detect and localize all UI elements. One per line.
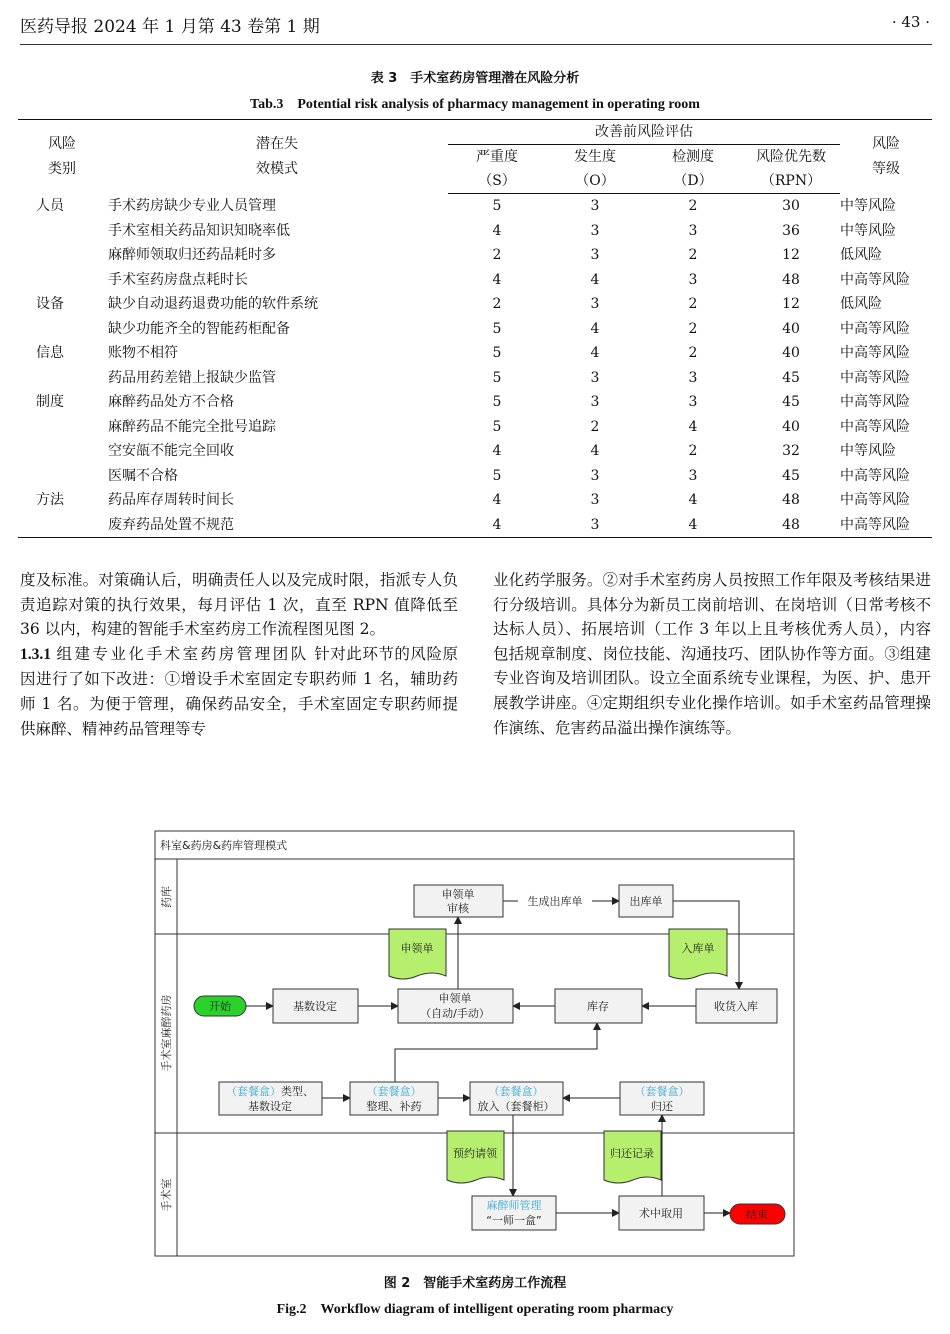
svg-text:申领单: 申领单	[400, 942, 434, 955]
inbound-document	[669, 929, 727, 979]
svg-text:入库单: 入库单	[681, 942, 715, 955]
cell-detection: 4	[644, 513, 742, 538]
figure-caption-en: Fig.2 Workflow diagram of intelligent operating room pharmacy	[276, 1302, 674, 1317]
cell-rpn: 12	[782, 296, 800, 312]
cell-level: 中等风险	[840, 443, 896, 459]
cell-level: 中高等风险	[840, 394, 910, 410]
cell-severity: 4	[492, 222, 502, 239]
cell-detection: 2	[688, 247, 698, 263]
cell-occurrence: 4	[590, 271, 600, 288]
header-category: 风险 类别	[18, 120, 106, 194]
cell-rpn: 45	[782, 369, 800, 386]
cell-detection: 2	[688, 296, 698, 312]
cell-occurrence: 3	[590, 222, 600, 239]
cell-rpn: 40	[782, 320, 800, 337]
cell-level: 中高等风险	[840, 271, 910, 288]
cell-detection: 2	[688, 198, 698, 214]
cell-failure-mode: 麻醉师领取归还药品耗时多	[108, 247, 276, 263]
svg-text:出库单: 出库单	[629, 895, 663, 908]
req-review-box	[414, 885, 503, 917]
cell-failure-mode: 空安瓿不能完全回收	[108, 443, 234, 459]
cell-occurrence: 3	[590, 467, 600, 484]
cell-severity: 5	[492, 345, 502, 361]
lane-label-or-pharmacy: 手术室麻醉药房	[160, 994, 173, 1072]
svg-text:（套餐盒）类型、: （套餐盒）类型、	[226, 1085, 314, 1098]
cell-detection: 2	[688, 320, 698, 337]
cell-severity: 4	[492, 443, 502, 459]
svg-text:基数设定: 基数设定	[248, 1100, 292, 1113]
cell-failure-mode: 药品用药差错上报缺少监管	[108, 369, 276, 386]
svg-text:术中取用: 术中取用	[639, 1207, 683, 1220]
cell-failure-mode: 缺少自动退药退费功能的软件系统	[108, 296, 318, 312]
cell-rpn: 40	[782, 345, 800, 361]
svg-text:归还: 归还	[651, 1100, 673, 1113]
cell-rpn: 32	[782, 443, 800, 459]
section-number: 1.3.1	[20, 645, 51, 663]
svg-text:申领单: 申领单	[441, 888, 475, 901]
diagram-title: 科室&药房&药库管理模式	[160, 839, 288, 852]
cell-rpn: 12	[782, 247, 800, 263]
cell-occurrence: 3	[590, 198, 600, 214]
gen-outbound-label: 生成出库单	[527, 895, 583, 908]
cell-failure-mode: 账物不相符	[108, 345, 178, 361]
cell-detection: 2	[688, 345, 698, 361]
svg-text:“一师一盒”: “一师一盒”	[486, 1214, 542, 1227]
cell-severity: 4	[492, 492, 502, 508]
cell-occurrence: 3	[590, 492, 600, 508]
request-document	[389, 929, 446, 979]
cell-severity: 5	[492, 394, 502, 410]
cell-level: 中高等风险	[840, 369, 910, 386]
cell-occurrence: 3	[590, 247, 600, 263]
header-occurrence: 发生度	[574, 149, 616, 165]
lane-label-pharmacy-store: 药库	[160, 886, 173, 908]
cell-detection: 4	[688, 418, 698, 435]
anesthetist-mgmt-box	[472, 1196, 556, 1230]
cell-failure-mode: 医嘱不合格	[108, 467, 178, 484]
cell-rpn: 40	[782, 418, 800, 435]
cell-category: 设备	[36, 296, 64, 312]
table-caption-en: Tab.3 Potential risk analysis of pharmacy management in operating room	[250, 97, 700, 112]
svg-text:收货入库: 收货入库	[714, 1000, 758, 1013]
svg-text:库存: 库存	[587, 1000, 609, 1013]
cell-occurrence: 2	[590, 418, 600, 435]
header-pre-eval: 改善前风险评估	[448, 120, 840, 145]
header-level: 风险 等级	[840, 120, 932, 194]
cell-detection: 3	[688, 369, 698, 386]
svg-text:整理、补药: 整理、补药	[366, 1100, 422, 1113]
header-rpn: 风险优先数	[756, 149, 826, 165]
cell-level: 中等风险	[840, 222, 896, 239]
kit-put-box	[470, 1082, 563, 1115]
cell-level: 中高等风险	[840, 418, 910, 435]
kit-type-box	[219, 1082, 322, 1115]
section-title: 组建专业化手术室药房管理团队	[56, 644, 309, 663]
inventory-box	[555, 989, 642, 1023]
cell-occurrence: 3	[590, 369, 600, 386]
cell-occurrence: 3	[590, 296, 600, 312]
cell-level: 中高等风险	[840, 320, 910, 337]
cell-category: 制度	[36, 394, 64, 410]
cell-level: 中等风险	[840, 197, 896, 214]
cell-severity: 4	[448, 513, 546, 538]
svg-text:预约请领: 预约请领	[453, 1147, 497, 1160]
cell-detection: 2	[688, 443, 698, 459]
start-terminal	[194, 996, 246, 1016]
cell-occurrence: 4	[590, 320, 600, 337]
cell-rpn: 48	[782, 492, 800, 508]
cell-failure-mode: 麻醉药品处方不合格	[108, 394, 234, 410]
cell-rpn: 48	[742, 513, 840, 538]
cell-severity: 5	[492, 418, 502, 435]
cell-severity: 4	[492, 271, 502, 288]
cell-level: 低风险	[840, 296, 882, 312]
cell-occurrence: 3	[546, 513, 644, 538]
cell-rpn: 45	[782, 467, 800, 484]
kit-return-box	[620, 1082, 704, 1115]
header-detection-abbr: （D）	[644, 169, 742, 194]
cell-level: 中高等风险	[840, 492, 910, 508]
cell-detection: 3	[688, 394, 698, 410]
header-severity: 严重度	[476, 149, 518, 165]
base-setting-box	[273, 989, 358, 1023]
header-failure-mode: 潜在失 效模式	[106, 120, 448, 194]
header-occurrence-abbr: （O）	[546, 169, 644, 194]
svg-text:（自动/手动）: （自动/手动）	[420, 1007, 490, 1020]
cell-rpn: 48	[782, 271, 800, 288]
svg-text:（套餐盒）: （套餐盒）	[488, 1085, 544, 1098]
kit-arrange-box	[350, 1082, 438, 1115]
cell-rpn: 30	[782, 198, 800, 214]
cell-level: 中高等风险	[840, 345, 910, 361]
cell-detection: 3	[688, 467, 698, 484]
svg-text:申领单: 申领单	[438, 992, 472, 1005]
cell-occurrence: 3	[590, 394, 600, 410]
cell-occurrence: 4	[590, 443, 600, 459]
receive-inbound-box	[696, 989, 777, 1023]
paragraph: 针对此环节的风险原因进行了如下改进：①增设手术室固定专职药师 1 名，辅助药师 1 名。为便于管理，确保药品安全，手术室固定专职药师提供麻醉、精神药品管理等专	[20, 644, 458, 738]
cell-level: 中高等风险	[840, 467, 910, 484]
end-terminal	[730, 1204, 785, 1224]
table-caption-zh: 表 3 手术室药房管理潜在风险分析	[370, 71, 580, 86]
header-detection: 检测度	[672, 149, 714, 165]
cell-severity: 5	[492, 198, 502, 214]
svg-text:审核: 审核	[447, 902, 469, 915]
svg-text:归还记录: 归还记录	[610, 1147, 654, 1160]
lane-label-operating-room: 手术室	[160, 1178, 173, 1212]
cell-severity: 5	[492, 320, 502, 337]
svg-text:开始: 开始	[209, 1000, 231, 1013]
cell-failure-mode: 麻醉药品不能完全批号追踪	[108, 418, 276, 435]
journal-header: 医药导报 2024 年 1 月第 43 卷第 1 期	[20, 17, 320, 37]
header-severity-abbr: （S）	[448, 169, 546, 194]
svg-text:麻醉师管理: 麻醉师管理	[486, 1199, 542, 1212]
reserve-document	[447, 1131, 504, 1183]
svg-text:结束: 结束	[746, 1208, 768, 1221]
cell-category: 人员	[36, 197, 64, 214]
cell-category: 方法	[36, 492, 64, 508]
cell-severity: 2	[492, 247, 502, 263]
cell-severity: 2	[492, 296, 502, 312]
cell-failure-mode: 废弃药品处置不规范	[106, 513, 448, 538]
cell-level: 低风险	[840, 247, 882, 263]
cell-severity: 5	[492, 369, 502, 386]
header-rpn-abbr: （RPN）	[742, 169, 840, 194]
cell-rpn: 36	[782, 222, 800, 239]
cell-rpn: 45	[782, 394, 800, 410]
request-auto-box	[398, 989, 513, 1023]
cell-failure-mode: 缺少功能齐全的智能药柜配备	[108, 320, 290, 337]
svg-text:（套餐盒）: （套餐盒）	[634, 1085, 690, 1098]
cell-severity: 5	[492, 467, 502, 484]
cell-failure-mode: 手术室药房盘点耗时长	[108, 271, 248, 288]
figure-caption-zh: 图 2 智能手术室药房工作流程	[383, 1276, 567, 1291]
paragraph: 业化药学服务。②对手术室药房人员按照工作年限及考核结果进行分级培训。具体分为新员工岗前培训、在岗培训（日常考核不达标人员）、拓展培训（工作 3 年以上且考核优秀人员），内容包括规章制度、岗位技能、沟通技巧、团队协作等方面。③组建专业咨询及培训团队。设立全面系统专业课程，为医、护、患开展教学讲座。④定期组织专业化操作培训。如手术室药品管理操作演练、危害药品溢出操作演练等。	[493, 571, 931, 737]
svg-text:放入（套餐柜）: 放入（套餐柜）	[477, 1100, 555, 1113]
return-record-document	[604, 1131, 661, 1183]
svg-text:基数设定: 基数设定	[293, 1000, 337, 1013]
cell-detection: 3	[688, 222, 698, 239]
outbound-box	[619, 885, 673, 917]
page-number: · 43 ·	[891, 13, 930, 31]
cell-failure-mode: 手术室相关药品知识知晓率低	[108, 222, 290, 239]
intraop-take-box	[619, 1196, 704, 1230]
cell-occurrence: 4	[590, 345, 600, 361]
cell-level: 中高等风险	[840, 513, 932, 538]
paragraph: 度及标准。对策确认后，明确责任人以及完成时限，指派专人负责追踪对策的执行效果，每月评估 1 次，直至 RPN 值降低至 36 以内，构建的智能手术室药房工作流程图见图 2。	[20, 571, 458, 639]
svg-text:（套餐盒）: （套餐盒）	[366, 1085, 422, 1098]
cell-detection: 4	[688, 492, 698, 508]
cell-failure-mode: 药品库存周转时间长	[108, 492, 234, 508]
cell-detection: 3	[688, 271, 698, 288]
cell-category: 信息	[36, 345, 64, 361]
cell-failure-mode: 手术药房缺少专业人员管理	[108, 197, 276, 214]
